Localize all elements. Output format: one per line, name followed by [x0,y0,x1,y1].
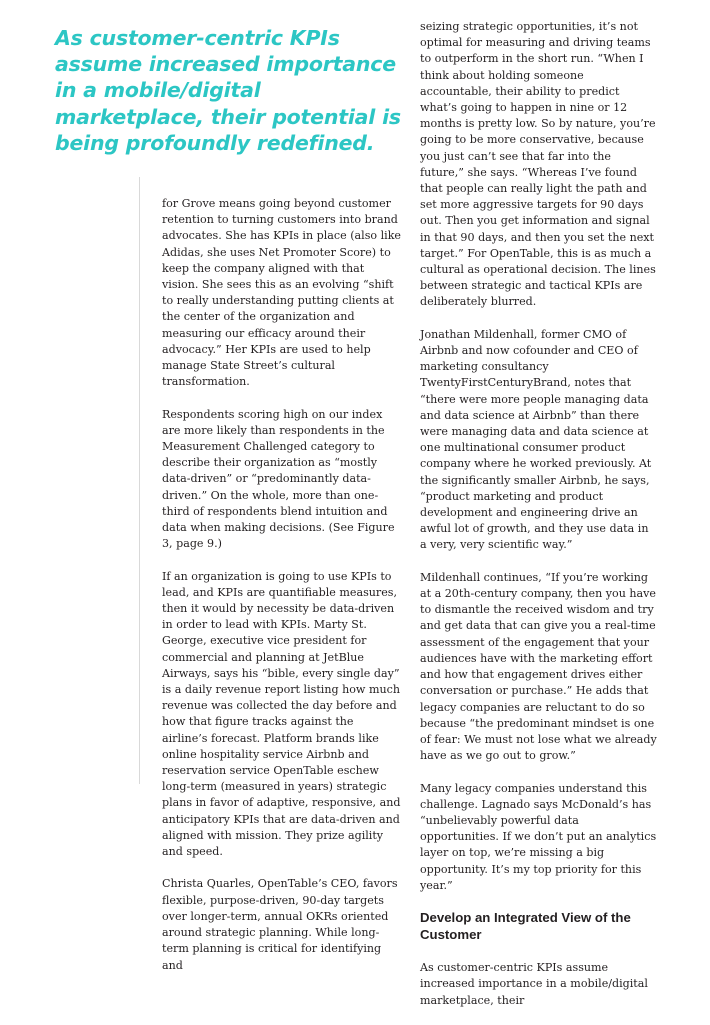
left-text-column [162,196,402,990]
body-paragraph: for Grove means going beyond customer retention to turning customers into brand advocates. She has KPIs in place (also like Adidas, she uses Net Promoter Score) to keep the company aligned with that vision. She sees this as an evolving “shift to really understanding putting clients at the center of the organization and measuring our efficacy around their advocacy.” Her KPIs are used to help manage State Street’s cultural transformation. [162,197,401,389]
pull-quote: As customer-centric KPIs assume increased importance in a mobile/digital marketplace, their potential is being profoundly redefined. [55,26,401,155]
column-divider-rule [139,177,140,784]
body-paragraph: seizing strategic opportunities, it’s not optimal for measuring and driving teams to outperform in the short run. “When I think about holding someone accountable, their ability to predict what’s going to happen in nine or 12 months is pretty low. So by nature, you’re going to be more conservative, because you just can’t see that far into the future,” she says. “Whereas I’ve found that people can really light the path and set more aggressive targets for 90 days out. Then you get information and signal in that 90 days, and then you set the next target.” For OpenTable, this is as much a cultural as operational decision. The lines between strategic and tactical KPIs are deliberately blurred. [420,20,656,309]
body-paragraph: Mildenhall continues, “If you’re working at a 20th-century company, then you have to dismantle the received wisdom and try and get data that can give you a real-time assessment of the engagement that your audiences have with the marketing effort and how that engagement drives either conversation or purchase.” He adds that legacy companies are reluctant to do so because “the predominant mindset is one of fear: We must not lose what we already have as we go out to grow.” [420,570,657,763]
body-paragraph: As customer-centric KPIs assume increased importance in a mobile/digital marketplace, their [420,961,648,1007]
body-paragraph: Jonathan Mildenhall, former CMO of Airbnb and now cofounder and CEO of marketing consultancy TwentyFirstCenturyBrand, notes that “there were more people managing data and data science at Airbnb” than there were managing data and data science at one multinational consumer product company where he worked previously. At the significantly smaller Airbnb, he says, “product marketing and product development and engineering drive an awful lot of growth, and they use data in a very, very scientific way.” [420,327,652,552]
right-text-column [420,19,658,1025]
body-paragraph: Respondents scoring high on our index are more likely than respondents in the Measurement Challenged category to describe their organization as “mostly data-driven” or “predominantly data-driven.” On the whole, more than one-third of respondents blend intuition and data when making decisions. (See Figure 3, page 9.) [162,407,395,551]
section-subheading: Develop an Integrated View of the Customer [420,910,631,942]
body-paragraph: If an organization is going to use KPIs to lead, and KPIs are quantifiable measures, then it would by necessity be data-driven in order to lead with KPIs. Marty St. George, executive vice president for commercial and planning at JetBlue Airways, says his “bible, every single day” is a daily revenue report listing how much revenue was collected the day before and how that figure tracks against the airline’s forecast. Platform brands like online hospitality service Airbnb and reservation service OpenTable eschew long-term (measured in years) strategic plans in favor of adaptive, responsive, and anticipatory KPIs that are data-driven and aligned with mission. They prize agility and speed. [162,569,401,859]
body-paragraph: Christa Quarles, OpenTable’s CEO, favors flexible, purpose-driven, 90-day targets over longer-term, annual OKRs oriented around strategic planning. While long-term planning is critical for identifying and [162,877,398,972]
body-paragraph: Many legacy companies understand this challenge. Lagnado says McDonald’s has “unbelievably powerful data opportunities. If we don’t put an analytics layer on top, we’re missing a big opportunity. It’s my top priority for this year.” [420,781,657,892]
